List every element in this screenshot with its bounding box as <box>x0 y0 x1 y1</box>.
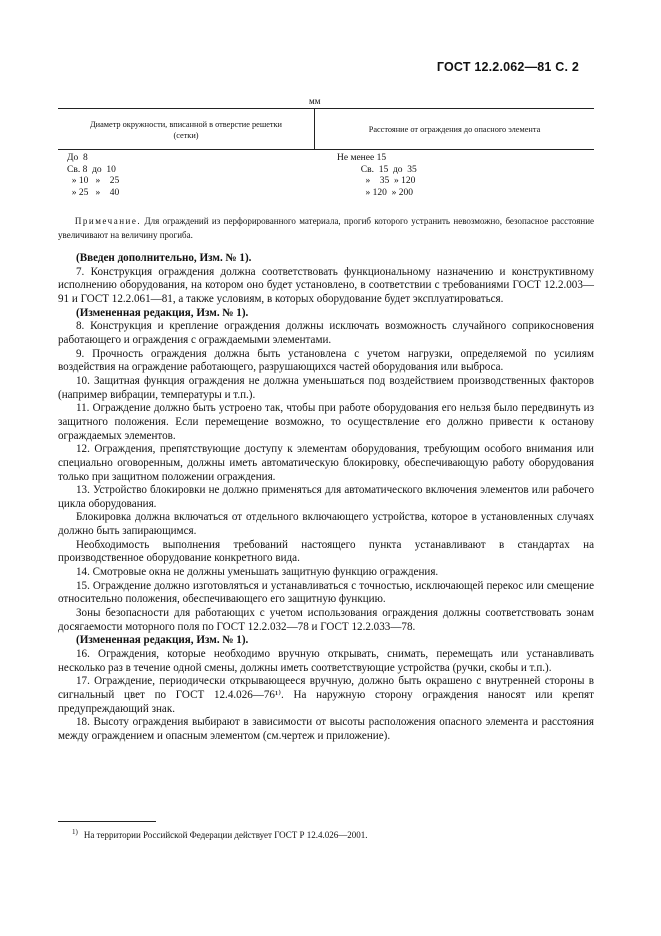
paragraph: 8. Конструкция и крепление ограждения должны исключать возможность случайного соприкосновения работающего и ограждения с ограждаемыми элементами. <box>58 320 594 346</box>
table-cell: » 25 » 40 <box>67 187 120 198</box>
paragraph: Зоны безопасности для работающих с учетом использования ограждения должны соответствовать зонам досягаемости моторного поля по ГОСТ 12.2.032—78 и ГОСТ 12.2.033—78. <box>58 607 594 633</box>
note-label: Примечание. <box>74 216 142 226</box>
amendment-note: (Измененная редакция, Изм. № 1). <box>76 306 249 319</box>
table-cell: » 10 » 25 <box>67 176 120 186</box>
paragraph: Блокировка должна включаться от отдельного включающего устройства, которое в установленных случаях должно быть запирающимся. <box>58 511 594 538</box>
paragraph: 11. Ограждение должно быть устроено так, чтобы при работе оборудования его нельзя было передвинуть из защитного положения. Если перемещение возможно, то осуществление его должно привести к останову ограждаемых элементов. <box>58 402 594 442</box>
paragraph: 16. Ограждения, которые необходимо вручную открывать, снимать, перемещать или устанавливать несколько раз в течение одной смены, должны иметь соответствующие устройства (ручки, скобы и т.п.). <box>58 648 594 674</box>
footnote-text: На территории Российской Федерации действует ГОСТ Р 12.4.026—2001. <box>83 830 368 840</box>
table-col2-rows <box>337 153 417 199</box>
amendment-note: (Введен дополнительно, Изм. № 1). <box>76 252 252 264</box>
table-cell: » 120 » 200 <box>337 187 413 198</box>
paragraph: 12. Ограждения, препятствующие доступу к элементам оборудования, требующим особого внимания или специально оговоренным, должны иметь автоматическую блокировку, обеспечивающую работу оборудования только при защитном положении ограждения. <box>58 443 594 483</box>
table-note <box>58 214 594 242</box>
table-unit: мм <box>309 96 321 106</box>
paragraph: 17. Ограждение, периодически открывающееся вручную, должно быть окрашено с внутренней стороны в сигнальный цвет по ГОСТ 12.4.026—76¹⁾. На наружную сторону ограждения наносят или крепят предупреждающий знак. <box>58 675 594 715</box>
table-cell: » 35 » 120 <box>337 176 416 186</box>
footnote-marker: 1) <box>72 828 78 836</box>
note-text: Для ограждений из перфорированного материала, прогиб которого устранить невозможно, безопасное расстояние увеличивают на величину прогиба. <box>58 216 595 240</box>
table-col1-header-line2: (сетки) <box>173 131 199 140</box>
footnote <box>72 828 368 840</box>
paragraph: 9. Прочность ограждения должна быть установлена с учетом нагрузки, определяемой по усилиям воздействия на ограждение работающего, разрушающихся частей оборудования или выброса. <box>58 347 594 374</box>
body-text <box>58 252 594 744</box>
table-col2-header: Расстояние от ограждения до опасного элемента <box>368 125 541 134</box>
paragraph: 7. Конструкция ограждения должна соответствовать функциональному назначению и конструктивному исполнению оборудования, на котором оно будет установлено, в соответствии с требованиями ГОСТ 12.2.003—91 и ГОСТ 12.2.061—81, а также условиям, в которых оборудование будет эксплуатироваться. <box>58 265 594 305</box>
paragraph: 14. Смотровые окна не должны уменьшать защитную функцию ограждения. <box>76 566 439 579</box>
footnote-separator <box>58 821 156 822</box>
table-cell: До 8 <box>67 153 88 163</box>
paragraph: 10. Защитная функция ограждения не должна уменьшаться под воздействием производственных факторов (например вибрации, температуры и т.п.). <box>58 374 594 401</box>
table-header <box>58 108 594 150</box>
table-cell: Св. 15 до 35 <box>337 164 417 175</box>
paragraph: 15. Ограждение должно изготовляться и устанавливаться с точностью, исключающей перекос или смещение относительно положения, обеспечивающего его защитную функцию. <box>58 579 594 606</box>
table-col1-rows <box>67 153 119 199</box>
paragraph: 13. Устройство блокировки не должно применяться для автоматического включения элементов или рабочего цикла оборудования. <box>58 484 594 510</box>
paragraph: 18. Высоту ограждения выбирают в зависимости от высоты расположения опасного элемента и расстояния между ограждением и опасным элементом (см.чертеж и приложение). <box>58 716 594 742</box>
page-header: ГОСТ 12.2.062—81 С. 2 <box>436 60 579 74</box>
table-col1-header-line1: Диаметр окружности, вписанной в отверстие решетки <box>89 120 282 129</box>
amendment-note: (Измененная редакция, Изм. № 1). <box>76 634 249 647</box>
paragraph: Необходимость выполнения требований настоящего пункта устанавливают в стандартах на производственное оборудование конкретного вида. <box>58 538 594 565</box>
table-cell: Не менее 15 <box>337 153 387 163</box>
table-col1-header <box>58 119 314 141</box>
table-cell: Св. 8 до 10 <box>67 164 116 175</box>
